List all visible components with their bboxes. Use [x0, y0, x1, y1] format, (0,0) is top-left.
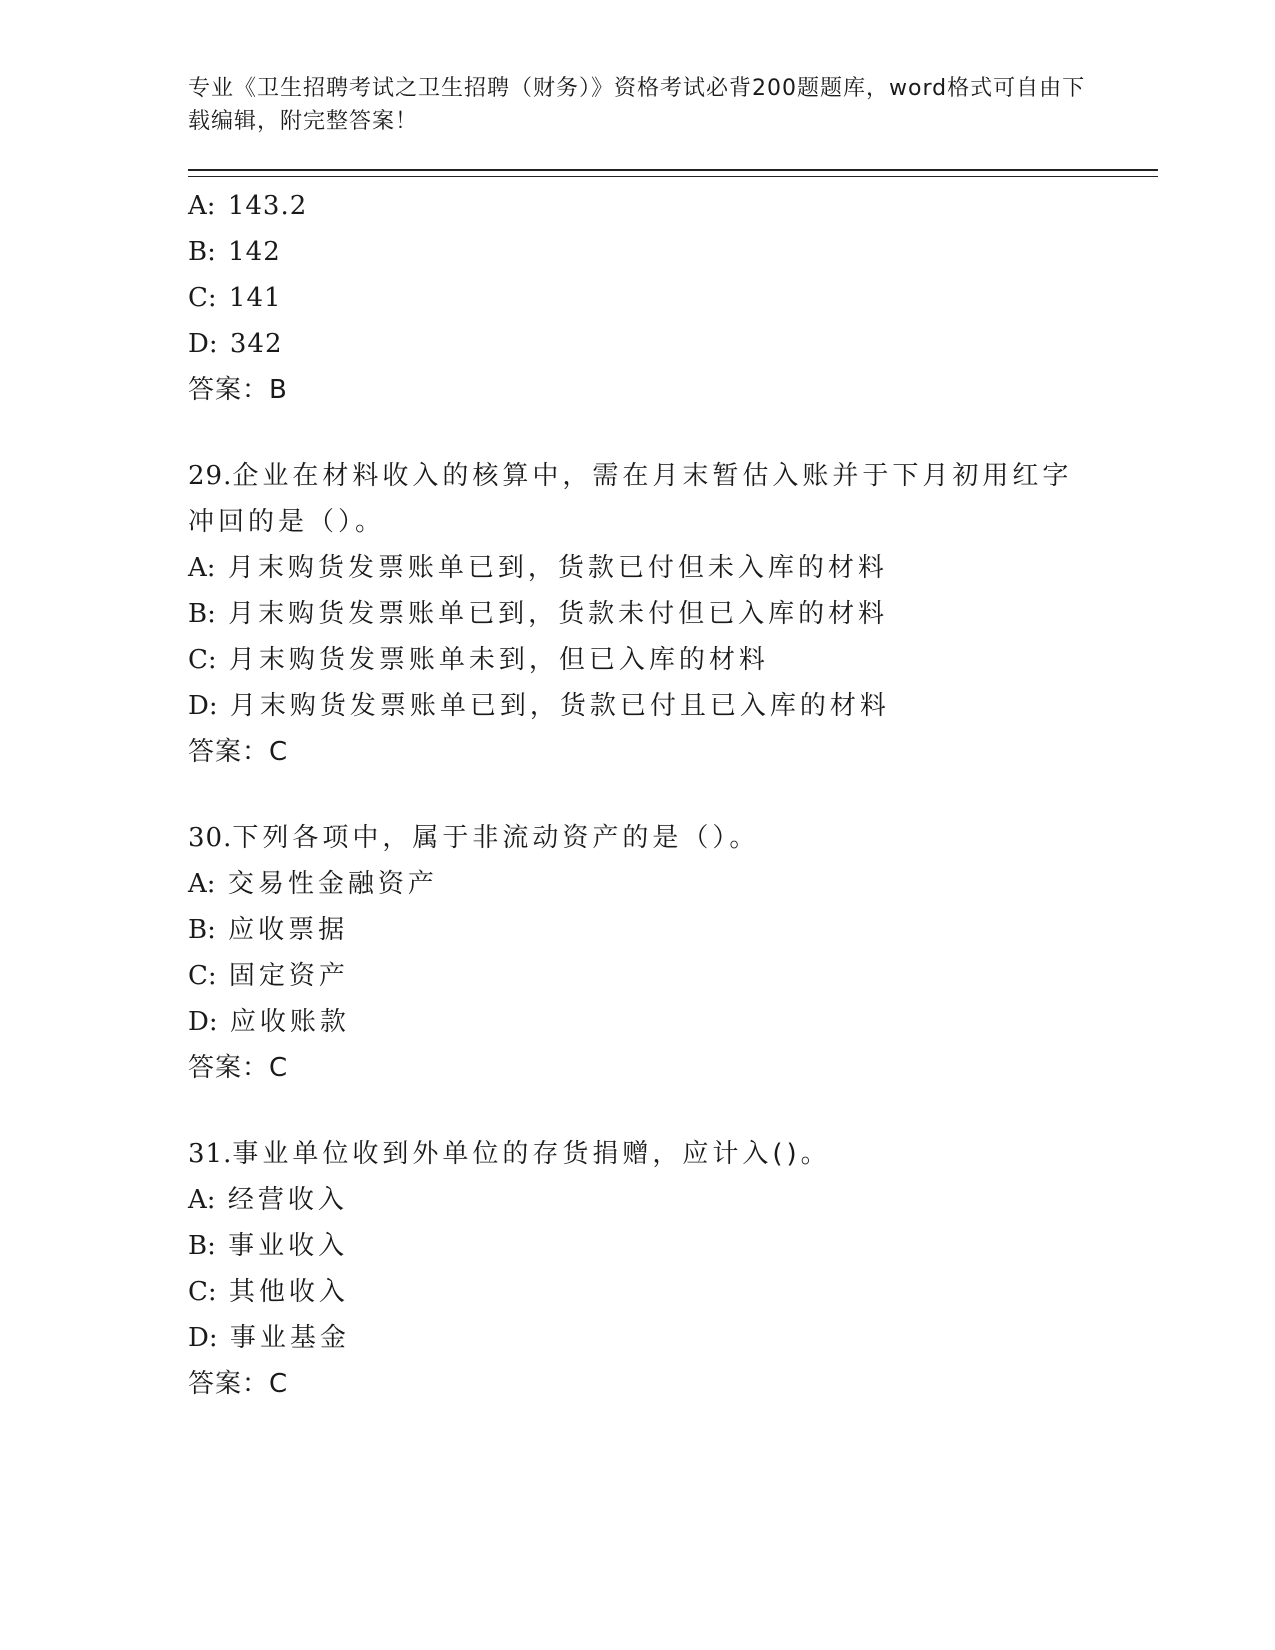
option-label: B: — [188, 915, 216, 945]
option-d — [188, 1315, 1158, 1361]
option-label: B: — [188, 1231, 216, 1261]
header-divider — [188, 169, 1158, 177]
question-text: 企业在材料收入的核算中，需在月末暂估入账并于下月初用红字冲回的是（）。 — [188, 461, 1073, 537]
option-text: 应收账款 — [229, 1007, 350, 1037]
option-a — [188, 861, 1158, 907]
option-text: 事业收入 — [228, 1231, 349, 1261]
question-stem — [188, 1131, 1088, 1177]
option-b — [188, 1223, 1158, 1269]
question-number: 31. — [188, 1139, 233, 1169]
option-b — [188, 591, 1158, 637]
spacer — [188, 413, 1158, 453]
option-c — [188, 275, 1158, 321]
option-label: C: — [188, 1277, 217, 1307]
option-text: 月末购货发票账单已到，货款已付但未入库的材料 — [227, 553, 888, 583]
question-stem — [188, 815, 1088, 861]
answer-line: 答案：C — [188, 1053, 289, 1083]
option-d — [188, 321, 1158, 367]
option-c — [188, 637, 1158, 683]
answer-line: 答案：C — [188, 737, 289, 767]
option-label: D: — [188, 329, 218, 359]
option-text: 交易性金融资产 — [227, 869, 438, 899]
question-number: 30. — [188, 823, 233, 853]
option-d — [188, 683, 1158, 729]
option-text: 月末购货发票账单已到，货款未付但已入库的材料 — [228, 599, 889, 629]
option-label: B: — [188, 237, 216, 267]
question-number: 29. — [188, 461, 233, 491]
question-text: 事业单位收到外单位的存货捐赠，应计入()。 — [232, 1139, 831, 1169]
question-block-prev — [188, 183, 1158, 413]
spacer — [188, 775, 1158, 815]
option-text: 固定资产 — [228, 961, 349, 991]
document-header: 专业《卫生招聘考试之卫生招聘（财务）》资格考试必背200题题库，word格式可自由下载编辑，附完整答案！ — [188, 76, 1086, 134]
question-block-31 — [188, 1131, 1158, 1407]
answer-line: 答案：B — [188, 375, 288, 405]
option-c — [188, 1269, 1158, 1315]
option-b — [188, 229, 1158, 275]
spacer — [188, 1091, 1158, 1131]
option-text: 142 — [228, 237, 281, 267]
question-block-30 — [188, 815, 1158, 1091]
option-label: C: — [188, 961, 217, 991]
option-c — [188, 953, 1158, 999]
option-d — [188, 999, 1158, 1045]
option-text: 342 — [229, 329, 283, 359]
option-text: 141 — [228, 283, 282, 313]
option-label: A: — [188, 191, 216, 221]
option-label: D: — [188, 1007, 218, 1037]
option-label: D: — [188, 1323, 218, 1353]
option-a — [188, 545, 1158, 591]
option-text: 月末购货发票账单已到，货款已付且已入库的材料 — [229, 691, 890, 721]
option-b — [188, 907, 1158, 953]
option-label: B: — [188, 599, 216, 629]
option-text: 月末购货发票账单未到，但已入库的材料 — [228, 645, 769, 675]
option-label: A: — [188, 869, 216, 899]
option-text: 143.2 — [227, 191, 308, 221]
document-page — [188, 72, 1158, 1407]
option-a — [188, 183, 1158, 229]
question-block-29 — [188, 453, 1158, 775]
option-text: 其他收入 — [228, 1277, 349, 1307]
option-text: 经营收入 — [227, 1185, 348, 1215]
option-text: 事业基金 — [229, 1323, 350, 1353]
question-stem — [188, 453, 1088, 545]
answer-line: 答案：C — [188, 1369, 289, 1399]
option-label: A: — [188, 553, 216, 583]
option-label: D: — [188, 691, 218, 721]
option-text: 应收票据 — [228, 915, 349, 945]
option-label: A: — [188, 1185, 216, 1215]
option-a — [188, 1177, 1158, 1223]
question-text: 下列各项中，属于非流动资产的是（）。 — [232, 823, 760, 853]
option-label: C: — [188, 283, 217, 313]
option-label: C: — [188, 645, 217, 675]
